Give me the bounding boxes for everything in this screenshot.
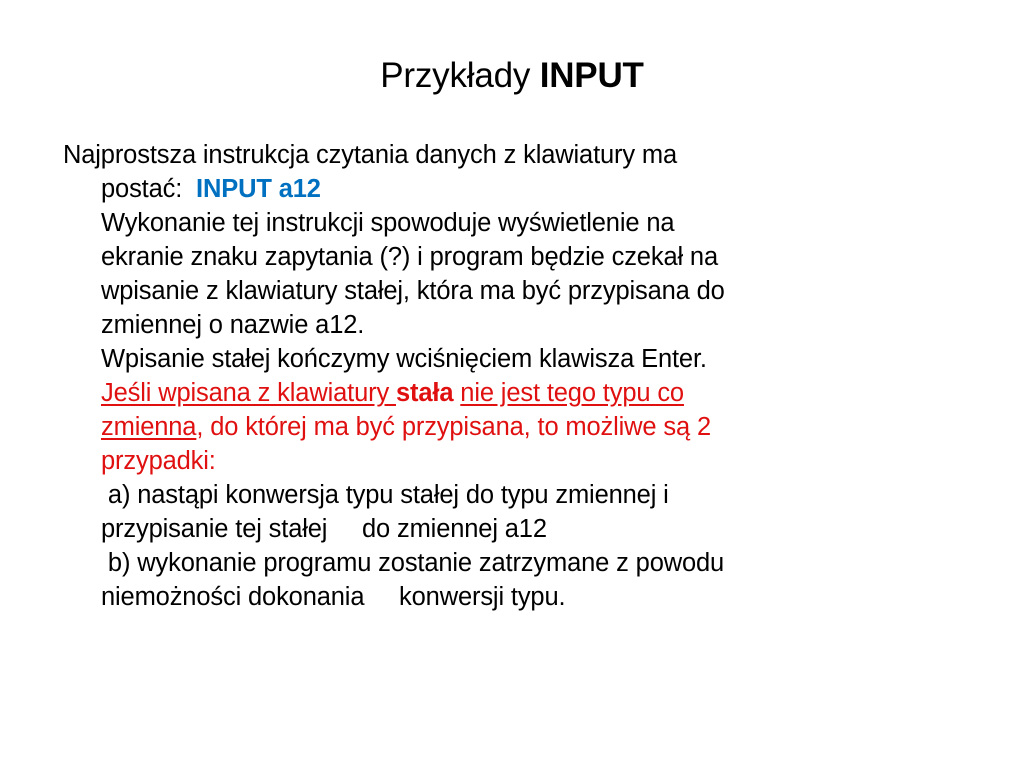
body-line-2-text: postać: <box>101 175 197 203</box>
body-line-5: wpisanie z klawiatury stałej, która ma być przypisana do <box>101 277 725 305</box>
body-line-14: niemożności dokonania konwersji typu. <box>101 583 566 611</box>
code-input-a12: INPUT a12 <box>196 175 321 203</box>
body-line-1: Najprostsza instrukcja czytania danych z klawiatury ma <box>63 141 678 169</box>
slide-title <box>0 54 1024 98</box>
red-underlined-2: nie jest tego typu co <box>460 379 684 407</box>
title-bold: INPUT <box>539 56 644 95</box>
red-bold-stala: stała <box>395 379 454 407</box>
body-line-11: a) nastąpi konwersja typu stałej do typu zmiennej i <box>101 481 669 509</box>
body-line-6: zmiennej o nazwie a12. <box>101 311 365 339</box>
body-line-12: przypisanie tej stałej do zmiennej a12 <box>101 515 547 543</box>
red-underlined-1: Jeśli wpisana z klawiatury <box>101 379 396 407</box>
body-line-13: b) wykonanie programu zostanie zatrzymane z powodu <box>101 549 725 577</box>
body-line-7: Wpisanie stałej kończymy wciśnięciem klawisza Enter. <box>101 345 707 373</box>
body-line-10: przypadki: <box>101 447 216 475</box>
red-underlined-3: zmienna <box>101 413 197 441</box>
body-line-3: Wykonanie tej instrukcji spowoduje wyświetlenie na <box>101 209 675 237</box>
body-line-8 <box>63 376 963 410</box>
body-line-9 <box>63 410 963 444</box>
slide-body <box>63 138 963 614</box>
title-plain: Przykłady <box>380 56 540 95</box>
body-line-4: ekranie znaku zapytania (?) i program będzie czekał na <box>101 243 718 271</box>
body-line-2 <box>63 172 963 206</box>
red-line-9-rest: , do której ma być przypisana, to możliwe są 2 <box>196 413 711 441</box>
